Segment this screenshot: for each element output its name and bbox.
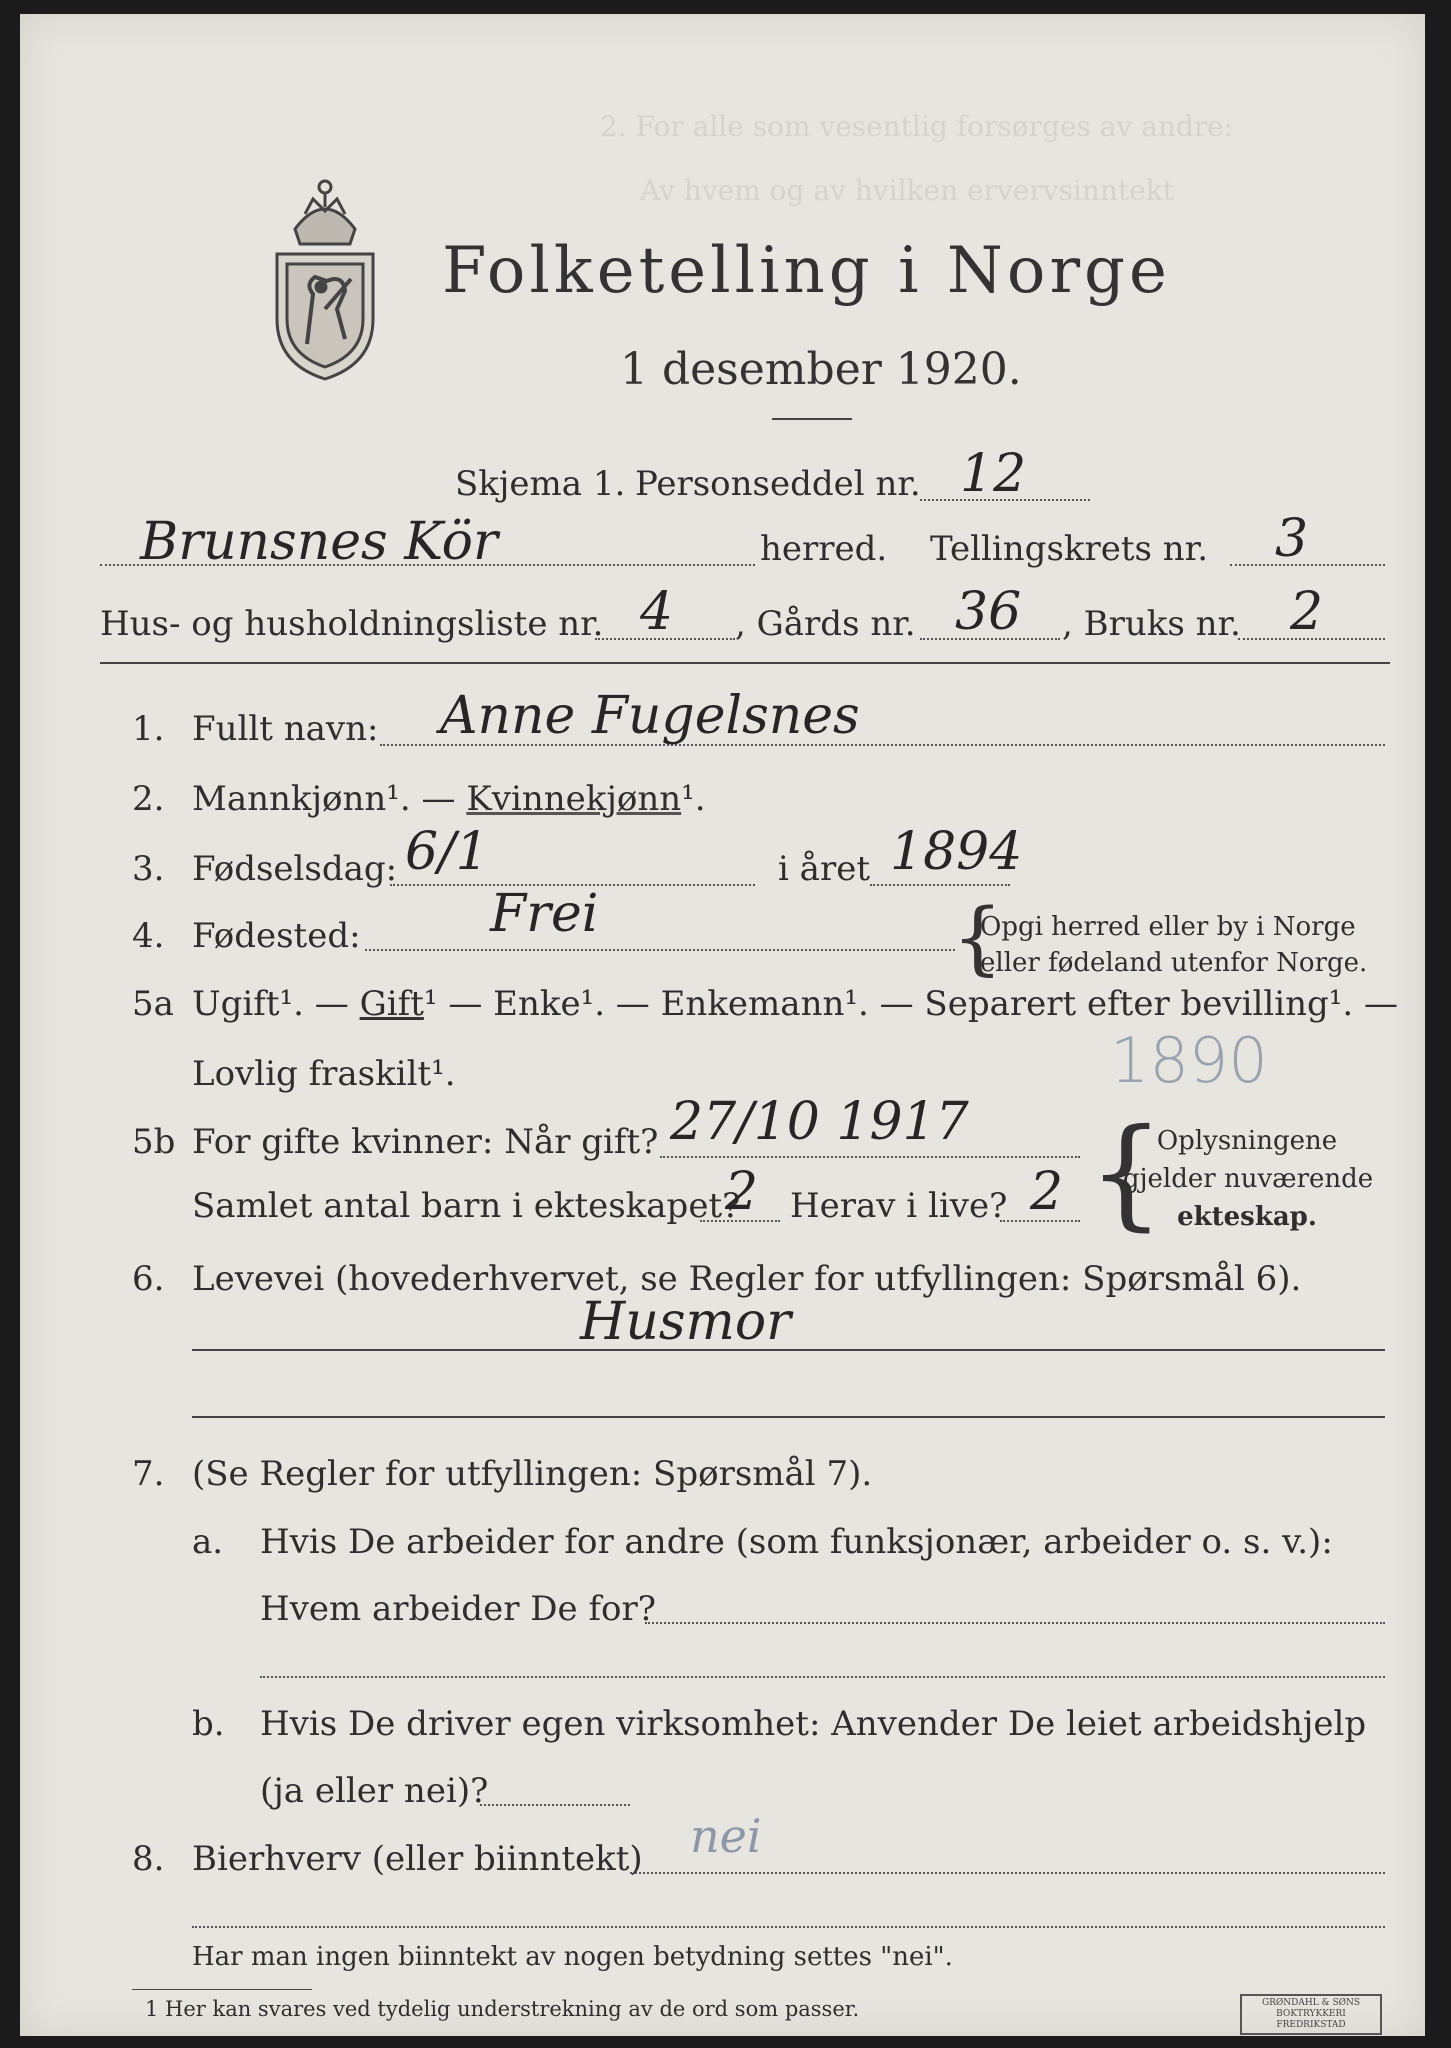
title-divider	[772, 418, 852, 420]
q5b-alive-value: 2	[1030, 1162, 1064, 1222]
q4-value: Frei	[490, 884, 599, 944]
q3-year-field	[870, 884, 1010, 886]
q5a-line1: Ugift¹. — Gift¹ — Enke¹. — Enkemann¹. — Separert efter bevilling¹. —	[192, 984, 1399, 1024]
q7-label: (Se Regler for utfyllingen: Spørsmål 7).	[192, 1454, 873, 1494]
q6-field-line2	[192, 1416, 1385, 1418]
footnote: 1 Her kan svares ved tydelig understrekning av de ord som passer.	[145, 1997, 860, 2021]
q4-label: Fødested:	[192, 916, 361, 956]
form-date: 1 desember 1920.	[620, 344, 1022, 395]
q8-field	[630, 1872, 1385, 1874]
pencil-annotation: 1890	[1110, 1024, 1268, 1097]
q7a-field	[645, 1622, 1385, 1624]
q5b-value: 27/10 1917	[670, 1092, 969, 1152]
q3-year-value: 1894	[890, 822, 1023, 882]
q4-field	[365, 949, 955, 951]
q5b-note-line3: ekteskap.	[1177, 1202, 1317, 1232]
footnote-rule	[132, 1989, 312, 1990]
show-through-text: Av hvem og av hvilken ervervsinntekt	[640, 174, 1174, 207]
q3-year-label: i året	[778, 849, 870, 889]
q7-number: 7.	[132, 1454, 165, 1494]
header-rule	[100, 662, 1390, 664]
q6-number: 6.	[132, 1259, 165, 1299]
q5a-number: 5a	[132, 984, 174, 1024]
q7a-line2: Hvem arbeider De for?	[260, 1589, 656, 1629]
census-form-sheet	[20, 14, 1425, 2036]
q5b-alive-label: Herav i live?	[790, 1186, 1008, 1226]
q7b-letter: b.	[192, 1704, 225, 1744]
q7a-letter: a.	[192, 1522, 224, 1562]
q6-value: Husmor	[580, 1292, 791, 1352]
herred-value: Brunsnes Kör	[140, 512, 498, 572]
form-title: Folketelling i Norge	[442, 234, 1171, 308]
q5b-number: 5b	[132, 1122, 176, 1162]
herred-label: herred.	[760, 529, 888, 569]
footer-note: Har man ingen biinntekt av nogen betydning settes "nei".	[192, 1942, 953, 1972]
q5b-note-line1: Oplysningene	[1156, 1126, 1338, 1156]
q4-note-line2: eller fødeland utenfor Norge.	[980, 948, 1368, 978]
q7b-line1: Hvis De driver egen virksomhet: Anvender De leiet arbeidshjelp	[260, 1704, 1367, 1744]
q8-field2	[192, 1926, 1385, 1928]
tellingskrets-value: 3	[1275, 509, 1309, 569]
bruks-value: 2	[1290, 582, 1324, 642]
q5a-line2: Lovlig fraskilt¹.	[192, 1054, 456, 1094]
schema-label: Skjema 1.	[455, 464, 626, 504]
q8-label: Bierhverv (eller biinntekt)	[192, 1839, 643, 1879]
q8-number: 8.	[132, 1839, 165, 1879]
printer-stamp	[1240, 1994, 1382, 2035]
tellingskrets-label: Tellingskrets nr.	[930, 529, 1209, 569]
q7b-field	[480, 1804, 630, 1806]
q6-label: Levevei (hovederhvervet, se Regler for utfyllingen: Spørsmål 6).	[192, 1259, 1302, 1299]
q5b-note-line2: gjelder nuværende	[1122, 1164, 1374, 1194]
personseddel-label: Personseddel nr.	[635, 464, 921, 504]
q4-brace: {	[952, 891, 1003, 984]
gards-label: , Gårds nr.	[735, 604, 916, 644]
q6-field-line1	[192, 1349, 1385, 1351]
q4-note-line1: Opgi herred eller by i Norge	[980, 912, 1356, 942]
q1-label: Fullt navn:	[192, 709, 379, 749]
q1-value: Anne Fugelsnes	[440, 686, 860, 746]
q2-number: 2.	[132, 779, 165, 819]
q2-label: Mannkjønn¹. — Kvinnekjønn¹.	[192, 779, 706, 819]
gards-value: 36	[955, 582, 1022, 642]
q5b-children-label: Samlet antal barn i ekteskapet?	[192, 1186, 741, 1226]
q5b-field	[660, 1156, 1080, 1158]
husholdning-value: 4	[640, 582, 674, 642]
printer-line2: FREDRIKSTAD	[1276, 2020, 1346, 2030]
q3-label: Fødselsdag:	[192, 849, 398, 889]
q5b-label: For gifte kvinner: Når gift?	[192, 1122, 659, 1162]
q8-value: nei	[690, 1809, 762, 1863]
q5b-brace: {	[1088, 1104, 1165, 1243]
q5b-children-value: 2	[725, 1162, 759, 1222]
printer-line1: GRØNDAHL & SØNS BOKTRYKKERI	[1261, 1998, 1361, 2019]
q1-number: 1.	[132, 709, 165, 749]
husholdning-label: Hus- og husholdningsliste nr.	[100, 604, 604, 644]
q3-value: 6/1	[405, 822, 489, 882]
q7a-field2	[260, 1676, 1385, 1678]
show-through-text: 2. For alle som vesentlig forsørges av andre:	[600, 110, 1234, 143]
q3-number: 3.	[132, 849, 165, 889]
q7b-line2: (ja eller nei)?	[260, 1771, 489, 1811]
personseddel-value: 12	[960, 444, 1027, 504]
bruks-label: , Bruks nr.	[1062, 604, 1241, 644]
q7a-line1: Hvis De arbeider for andre (som funksjonær, arbeider o. s. v.):	[260, 1522, 1333, 1562]
coat-of-arms-icon	[265, 169, 385, 384]
q4-number: 4.	[132, 916, 165, 956]
